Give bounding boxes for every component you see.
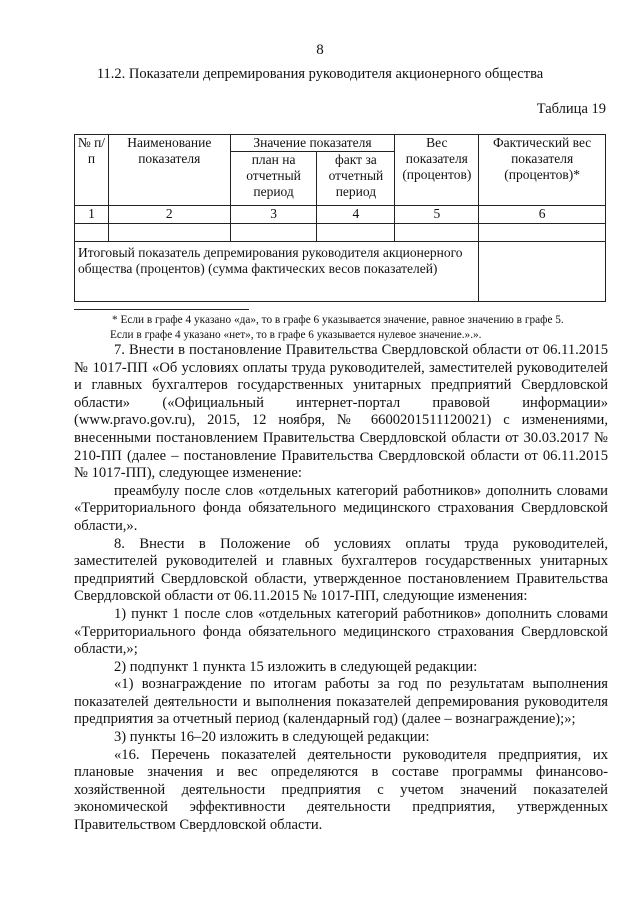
header-value-group: Значение показателя	[230, 135, 395, 152]
column-number: 5	[395, 206, 479, 224]
paragraph-preamble: преамбулу после слов «отдельных категорий работников» дополнить словами «Территориального фонда обязательного медицинского страхования Свердловской области,».	[74, 482, 608, 534]
empty-cell	[230, 224, 317, 242]
body-text	[74, 342, 608, 835]
total-row-label: Итоговый показатель депремирования руководителя акционерного общества (процентов) (сумма фактических весов показателей)	[75, 242, 479, 302]
footnote	[112, 313, 610, 343]
header-plan: план на отчетный период	[230, 152, 317, 206]
paragraph-quote-16: «16. Перечень показателей деятельности руководителя предприятия, их плановые значения и вес определяются в составе программы финансово-хозяйственной деятельности предприятия с учетом значений показателей экономической эффективности деятельности предприятия, утвержденных Правительством Свердловской области.	[74, 746, 608, 834]
paragraph-item-3: 3) пункты 16–20 изложить в следующей редакции:	[114, 729, 430, 746]
header-num: № п/п	[75, 135, 109, 206]
column-number: 1	[75, 206, 109, 224]
column-number: 4	[317, 206, 395, 224]
indicators-table	[74, 134, 606, 302]
paragraph-quote-1: «1) вознаграждение по итогам работы за год по результатам выполнения показателей деятельности и выполнения показателей депремирования руководителя предприятия за отчетный период (календарный год) (далее – вознаграждение);»;	[74, 676, 608, 728]
header-fact: факт за отчетный период	[317, 152, 395, 206]
paragraph-8: 8. Внести в Положение об условиях оплаты труда руководителей, заместителей руководителей и главных бухгалтеров государственных унитарных предприятий Свердловской области, утвержденное постановлением Правительства Свердловской области от 06.11.2015 № 1017-ПП, следующие изменения:	[74, 535, 608, 605]
empty-cell	[75, 224, 109, 242]
empty-cell	[317, 224, 395, 242]
header-name: Наименование показателя	[108, 135, 230, 206]
header-actual-weight: Фактический вес показателя (процентов)*	[479, 135, 606, 206]
empty-row	[75, 224, 606, 242]
page-number: 8	[316, 42, 324, 58]
paragraph-item-1: 1) пункт 1 после слов «отдельных категорий работников» дополнить словами «Территориального фонда обязательного медицинского страхования Свердловской области,»;	[74, 605, 608, 658]
footnote-line-2: Если в графе 4 указано «нет», то в графе 6 указывается нулевое значение.».».	[110, 329, 482, 341]
column-number: 6	[479, 206, 606, 224]
footnote-divider	[74, 309, 249, 310]
column-number-row	[75, 206, 606, 224]
header-row	[75, 135, 606, 152]
column-number: 3	[230, 206, 317, 224]
empty-cell	[395, 224, 479, 242]
total-row-value	[479, 242, 606, 302]
table-label: Таблица 19	[536, 101, 606, 117]
paragraph-7: 7. Внести в постановление Правительства Свердловской области от 06.11.2015 № 1017-ПП «Об условиях оплаты труда руководителей, заместителей руководителей и главных бухгалтеров государственных унитарных предприятий Свердловской области» («Официальный интернет-портал правовой информации» (www.pravo.gov.ru), 2015, 12 ноября, № 6600201511120021) с изменениями, внесенными постановлением Правительства Свердловской области от 30.03.2017 № 210-ПП (далее – постановление Правительства Свердловской области от 06.11.2015 № 1017-ПП), следующее изменение:	[74, 342, 608, 482]
total-row	[75, 242, 606, 302]
paragraph-item-2: 2) подпункт 1 пункта 15 изложить в следующей редакции:	[114, 658, 478, 675]
empty-cell	[479, 224, 606, 242]
section-heading: 11.2. Показатели депремирования руководителя акционерного общества	[96, 66, 544, 82]
header-weight: Вес показателя (процентов)	[395, 135, 479, 206]
column-number: 2	[108, 206, 230, 224]
empty-cell	[108, 224, 230, 242]
footnote-line-1: * Если в графе 4 указано «да», то в графе 6 указывается значение, равное значению в графе 5.	[112, 314, 564, 326]
